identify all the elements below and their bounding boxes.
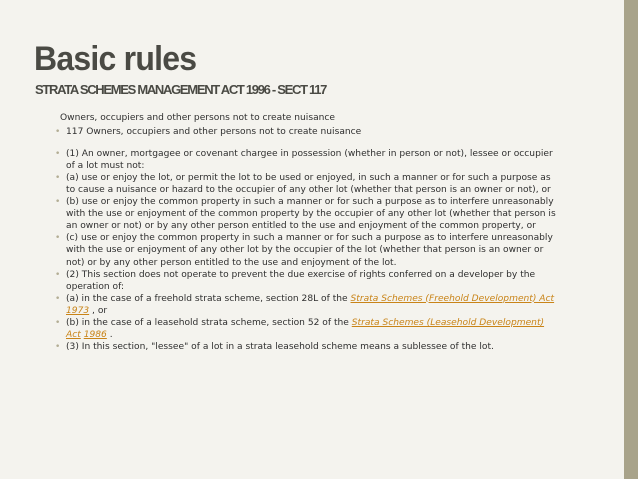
freehold-tail: , or [89, 305, 108, 316]
bullet-paragraph-c: • (c) use or enjoy the common property in such a manner or for such a purpose as to interfere unreasonably with the use or enjoyment of any other lot by the occupier of the lot (whether that person is an owner or not) or by any other person entitled to the use and enjoyment of the lot. [57, 232, 557, 268]
freehold-year-link[interactable]: 1973 [66, 305, 90, 316]
slide-body [57, 112, 557, 353]
bullet-leasehold [57, 317, 557, 341]
freehold-act-link[interactable]: Strata Schemes (Freehold Development) Act [350, 293, 555, 304]
spacer [57, 138, 557, 148]
bullet-paragraph-a: • (a) use or enjoy the lot, or permit the lot to be used or enjoyed, in such a manner or for such a purpose as to cause a nuisance or hazard to the occupier of any other lot (whether that person is an owner or not), or [57, 172, 557, 196]
leasehold-tail: . [106, 329, 113, 340]
freehold-text: (a) in the case of a freehold strata scheme, section 28L of the [66, 293, 351, 304]
leasehold-year-link[interactable]: 1986 [83, 329, 107, 340]
heading-bullet: • 117 Owners, occupiers and other persons not to create nuisance [57, 126, 557, 138]
bullet-subsection-2: • (2) This section does not operate to prevent the due exercise of rights conferred on a developer by the operation of: [57, 269, 557, 293]
intro-line: Owners, occupiers and other persons not to create nuisance [60, 113, 335, 123]
bullet-paragraph-b: • (b) use or enjoy the common property in such a manner or for such a purpose as to interfere unreasonably with the use or enjoyment of the common property by the occupier of any other lot (whether that person is an owner or not) or by any other person entitled to the use and enjoyment of the common property, or [57, 196, 557, 232]
slide-title: Basic rules [34, 40, 197, 78]
bullet-subsection-1: • (1) An owner, mortgagee or covenant chargee in possession (whether in person or not), lessee or occupier of a lot must not: [57, 148, 557, 172]
bullet-subsection-3: • (3) In this section, "lessee" of a lot in a strata leasehold scheme means a sublessee of the lot. [57, 341, 557, 353]
slide-subtitle: STRATA SCHEMES MANAGEMENT ACT 1996 - SECT 117 [35, 82, 327, 97]
heading-list [57, 126, 557, 138]
leasehold-text: (b) in the case of a leasehold strata scheme, section 52 of the [66, 317, 352, 328]
bullet-freehold [57, 293, 557, 317]
side-accent-bar [624, 0, 638, 479]
leasehold-act-link[interactable]: Strata Schemes (Leasehold Development) Act [66, 317, 545, 340]
rules-list [57, 148, 557, 353]
